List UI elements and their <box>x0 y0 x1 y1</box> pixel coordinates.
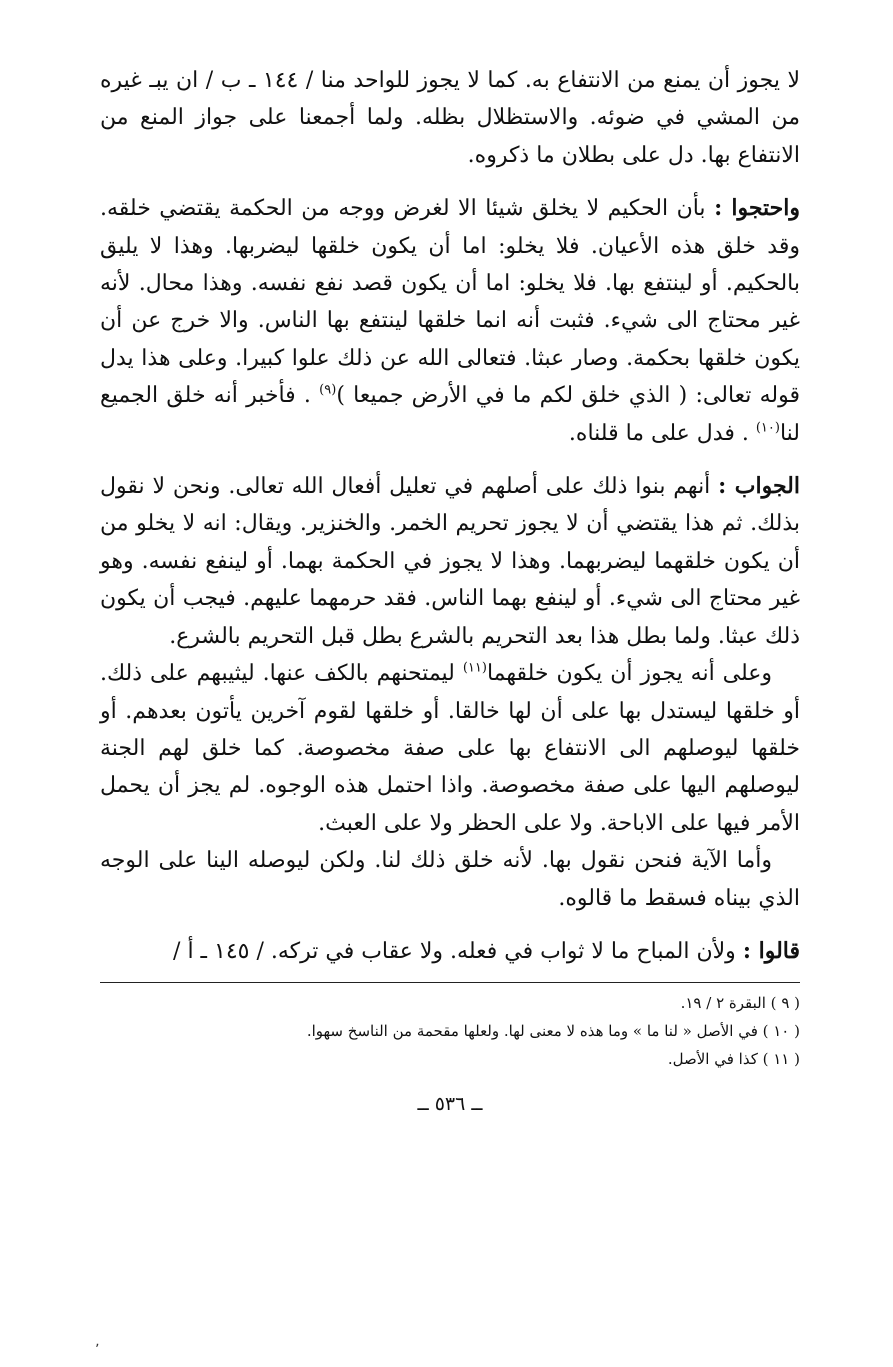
argument-text-c: . فدل على ما قلناه. <box>568 420 756 446</box>
footnote-separator <box>100 982 800 983</box>
paragraph-answer <box>100 468 800 655</box>
page-number: ــ ٥٣٦ ــ <box>417 1093 483 1116</box>
answer-text: أنهم بنوا ذلك على أصلهم في تعليل أفعال الله تعالى. ونحن لا نقول بذلك. ثم هذا يقتضي أن لا يجوز تحريم الخمر. والخنزير. ويقال: انه لا يخلو من أن يكون خلقهما ليضربهما. وهذا لا يجوز في الحكمة بهما. أو لينفع نفسه. وهو غير محتاج الى شيء. أو لينفع بهما الناس. فقد حرمهما عليهم. فيجب أن يكون ذلك عبثا. ولما بطل هذا بعد التحريم بالشرع بطل قبل التحريم بالشرع. <box>100 474 800 649</box>
footnote-10: ( ١٠ ) في الأصل « لنا ما » وما هذه لا معنى لها. ولعلها مقحمة من الناسخ سهوا. <box>306 1022 800 1041</box>
keyword-qalu: قالوا : <box>742 937 800 964</box>
paragraph-1: لا يجوز أن يمنع من الانتفاع به. كما لا يجوز للواحد منا / ١٤٤ ـ ب / ان يبـ غيره من المشي في ضوئه. والاستظلال بظله. ولما أجمعنا على جواز المنع من الانتفاع بها. دل على بطلان ما ذكروه. <box>100 68 800 168</box>
footnote-ref-10: (١٠) <box>755 420 780 436</box>
footnote-ref-11: (١١) <box>462 660 487 676</box>
argument-text-b: . فأخبر أنه خلق الجميع لنا <box>100 383 800 446</box>
footnote-11: ( ١١ ) كذا في الأصل. <box>667 1050 800 1069</box>
keyword-ihtajju: واحتجوا : <box>714 195 801 222</box>
keyword-jawab: الجواب : <box>718 473 800 500</box>
footnote-9: ( ٩ ) البقرة ٢ / ١٩. <box>680 994 800 1013</box>
paragraph-5: وأما الآية فنحن نقول بها. لأنه خلق ذلك لنا. ولكن ليوصله الينا على الوجه الذي بيناه فسقط ما قالوه. <box>100 848 800 911</box>
footnote-ref-9: (٩) <box>319 382 337 398</box>
paragraph-argument <box>100 190 800 452</box>
paragraph-qalu <box>100 933 800 970</box>
argument-text-a: بأن الحكيم لا يخلق شيئا الا لغرض ووجه من الحكمة يقتضي خلقه. وقد خلق هذه الأعيان. فلا يخلو: اما أن يكون خلقها ليضربها. وهذا لا يليق بالحكيم. أو لينتفع بها. فلا يخلو: اما أن يكون قصد نفع نفسه. وهذا محال. لأنه غير محتاج الى شيء. فثبت أنه انما خلقها لينتفع بها الناس. والا خرج عن أن يكون خلقها بحكمة. وصار عبثا. فتعالى الله عن ذلك علوا كبيرا. وعلى هذا يدل قوله تعالى: ( الذي خلق لكم ما في الأرض جميعا ) <box>100 196 801 409</box>
para4-text-b: ليمتحنهم بالكف عنها. ليثيبهم على ذلك. أو خلقها ليستدل بها على أن لها خالقا. أو خلقها لقوم آخرين يأتون بعدهم. أو خلقها ليوصلهم الى الانتفاع بها على صفة مخصوصة. كما خلق لهم الجنة ليوصلهم اليها على صفة مخصوصة. واذا احتمل هذه الوجوه. لم يجز أن يحمل الأمر فيها على الاباحة. ولا على الحظر ولا على العبث. <box>100 661 800 836</box>
page-body <box>100 62 800 1115</box>
para4-text-a: وعلى أنه يجوز أن يكون خلقهما <box>486 661 772 687</box>
qalu-text: ولأن المباح ما لا ثواب في فعله. ولا عقاب في تركه. / ١٤٥ ـ أ / <box>173 938 743 964</box>
scan-speck: ٬ <box>95 1342 100 1358</box>
paragraph-4 <box>100 655 800 842</box>
